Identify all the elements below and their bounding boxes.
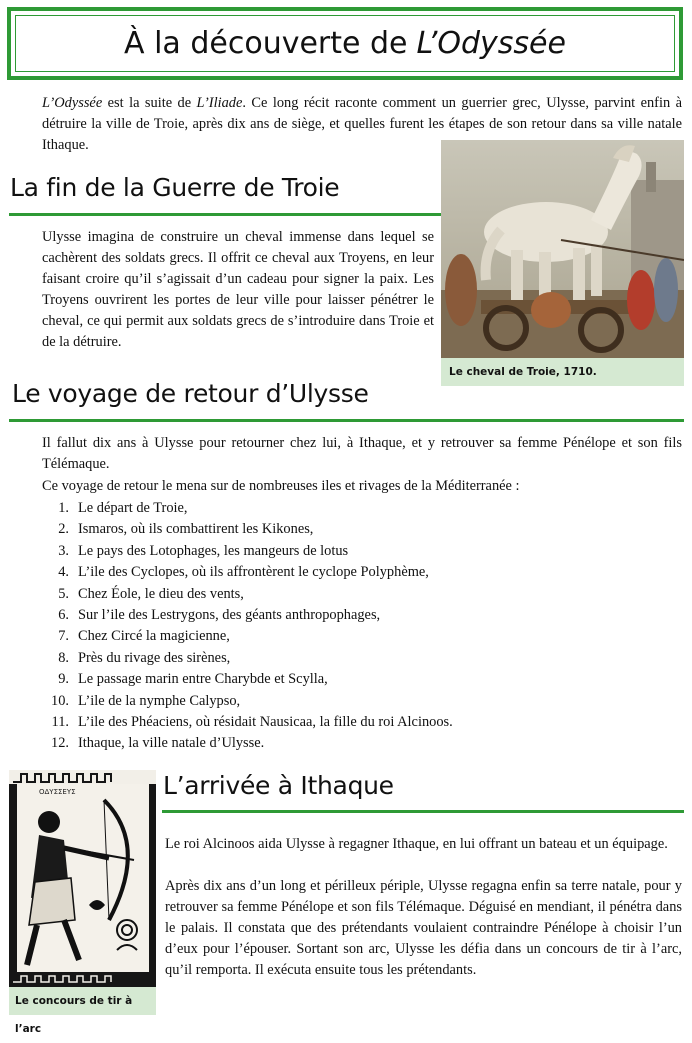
intro-text-1: est la suite de: [102, 95, 197, 111]
list-item: [42, 519, 682, 540]
list-item: [42, 669, 682, 690]
archer-vase-image: [9, 770, 156, 987]
list-item: [42, 605, 682, 626]
list-item-number: 11.: [51, 714, 69, 731]
list-item-text: Le passage marin entre Charybde et Scylla,: [78, 671, 328, 688]
title-main: À la découverte de: [124, 26, 408, 61]
section-rule: [162, 810, 684, 813]
list-item-text: L’ile des Cyclopes, où ils affrontèrent le cyclope Polyphème,: [78, 564, 429, 581]
troy-paragraph: Ulysse imagina de construire un cheval immense dans lequel se cachèrent des soldats grecs. Il offrit ce cheval aux Troyens, en leur faisant croire qu’il s’agissait d’un cadeau pour signer la paix. Les Troyens ouvrirent les portes de leur ville pour laisser pénétrer le cheval, ce qui permit aux soldats grecs de s’introduire dans Troie et de la détruire.: [42, 229, 434, 350]
list-item-number: 12.: [51, 735, 69, 752]
list-item-text: Près du rivage des sirènes,: [78, 649, 231, 666]
list-item-number: 9.: [58, 671, 69, 688]
page-title: [15, 15, 675, 72]
list-item-number: 6.: [58, 607, 69, 624]
list-item: [42, 712, 682, 733]
list-item-number: 3.: [58, 542, 69, 559]
list-item-number: 10.: [51, 692, 69, 709]
vase-inscription: ΟΔΥΣΣΕΥΣ: [39, 788, 76, 796]
list-item-number: 2.: [58, 521, 69, 538]
section-rule: [9, 213, 441, 216]
section-heading-troy: La fin de la Guerre de Troie: [10, 173, 340, 202]
list-item-text: Chez Circé la magicienne,: [78, 628, 230, 645]
list-item: [42, 691, 682, 712]
list-item-text: Ismaros, où ils combattirent les Kikones,: [78, 521, 314, 538]
list-item: [42, 584, 682, 605]
list-item-number: 1.: [58, 500, 69, 516]
trojan-horse-painting: [441, 140, 684, 358]
archer-caption: Le concours de tir à l’arc: [9, 987, 156, 1015]
list-item-number: 8.: [58, 649, 69, 666]
list-item-text: Le pays des Lotophages, les mangeurs de lotus: [78, 542, 349, 559]
list-item: [42, 562, 682, 583]
voyage-intro: Il fallut dix ans à Ulysse pour retourner chez lui, à Ithaque, et y retrouver sa femme Pénélope et son fils Télémaque.: [42, 435, 682, 472]
section-rule: [9, 419, 684, 422]
title-italic: L’Odyssée: [416, 26, 566, 61]
intro-odyssey: L’Odyssée: [42, 95, 103, 111]
horse-caption: Le cheval de Troie, 1710.: [441, 358, 684, 386]
list-item-number: 5.: [58, 585, 69, 602]
list-item-text: L’ile des Phéaciens, où résidait Nausicaa, la fille du roi Alcinoos.: [78, 714, 453, 731]
list-item-number: 4.: [58, 564, 69, 581]
voyage-list: [42, 498, 682, 755]
intro-text-2: . Ce long récit raconte comment un guerrier grec, Ulysse, parvint enfin à détruire la ville de Troie, après dix ans de siège, et quelles furent les étapes de son retour dans sa ville natale Ithaque.: [42, 95, 682, 153]
list-item: [42, 626, 682, 647]
list-item-number: 7.: [58, 628, 69, 645]
section-heading-voyage: Le voyage de retour d’Ulysse: [12, 379, 369, 408]
ithaca-paragraph-2: Après dix ans d’un long et périlleux périple, Ulysse regagna enfin sa terre natale, pour y retrouver sa femme Pénélope et son fils Télémaque. Déguisé en mendiant, il pénétra dans le palais. Il constata que des prétendants voulaient contraindre Pénélope à choisir l’un d’eux pour l’épouser. Sortant son arc, Ulysse les défia dans un concours de tir à l’arc, qu’il remporta. Il exécuta ensuite tous les prétendants.: [165, 878, 682, 978]
list-item: [42, 541, 682, 562]
ithaca-paragraph-1: Le roi Alcinoos aida Ulysse à regagner Ithaque, en lui offrant un bateau et un équipage.: [165, 836, 668, 852]
list-item-text: Le départ de Troie,: [78, 500, 188, 516]
list-item-text: Sur l’ile des Lestrygons, des géants anthropophages,: [78, 607, 381, 624]
list-item: [42, 733, 682, 754]
intro-iliad: L’Iliade: [196, 95, 243, 111]
list-item: [42, 498, 682, 519]
list-item: [42, 648, 682, 669]
section-heading-ithaca: L’arrivée à Ithaque: [163, 771, 394, 800]
voyage-intro-2: Ce voyage de retour le mena sur de nombreuses iles et rivages de la Méditerranée :: [42, 478, 520, 494]
list-item-text: L’ile de la nymphe Calypso,: [78, 692, 241, 709]
list-item-text: Ithaque, la ville natale d’Ulysse.: [78, 735, 265, 752]
title-box: [7, 7, 683, 80]
list-item-text: Chez Éole, le dieu des vents,: [78, 585, 244, 602]
